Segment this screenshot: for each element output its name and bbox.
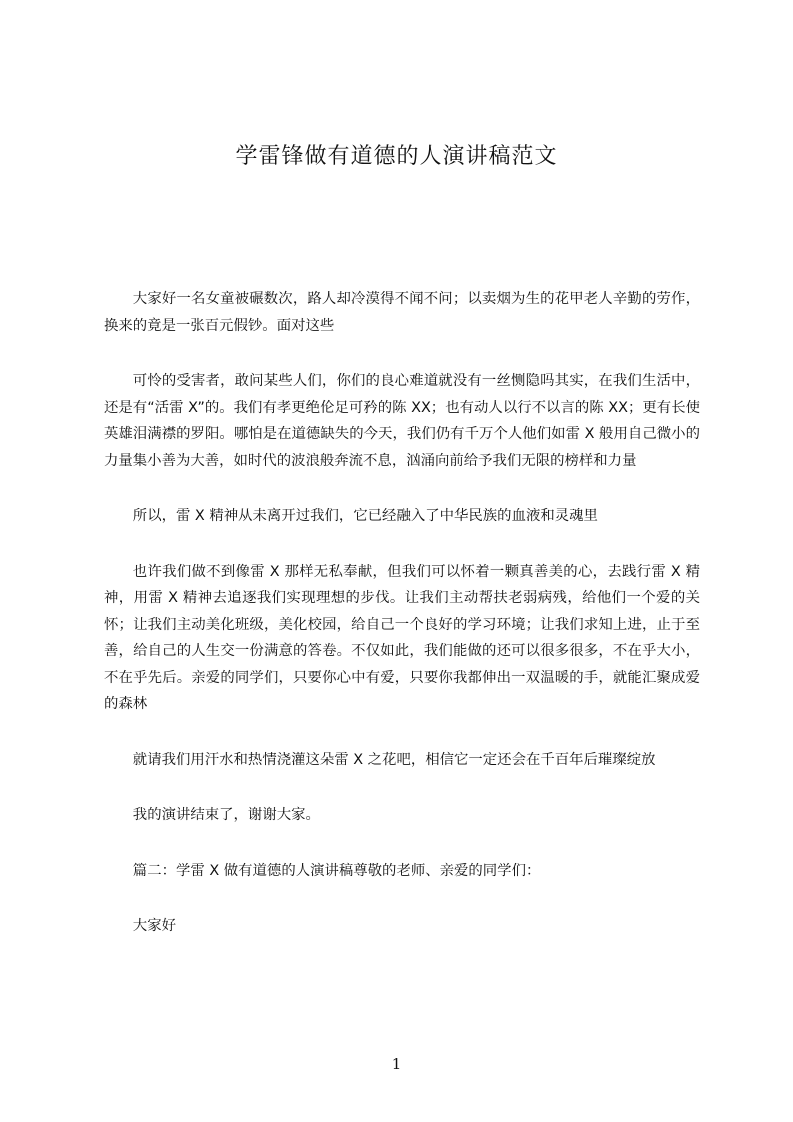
paragraph: 也许我们做不到像雷 X 那样无私奉献，但我们可以怀着一颗真善美的心，去践行雷 X 精神，用雷 X 精神去追逐我们实现理想的步伐。让我们主动帮扶老弱病残，给他们一个爱的关怀；让我们主动美化班级，美化校园，给自己一个良好的学习环境；让我们求知上进，止于至善，给自己的人生交一份满意的答卷。不仅如此，我们能做的还可以很多很多，不在乎大小，不在乎先后。亲爱的同学们，只要你心中有爱，只要你我都伸出一双温暖的手，就能汇聚成爱的森林 [104,563,700,712]
document-title: 学雷锋做有道德的人演讲稿范文 [235,144,558,169]
paragraph: 所以，雷 X 精神从未离开过我们，它已经融入了中华民族的血液和灵魂里 [132,508,598,524]
paragraph: 我的演讲结束了，谢谢大家。 [132,807,320,823]
paragraph: 可怜的受害者，敢问某些人们，你们的良心难道就没有一丝恻隐吗其实，在我们生活中，还是有“活雷 X”的。我们有孝更绝伦足可矜的陈 XX；也有动人以行不以言的陈 XX；更有长使英雄泪满襟的罗阳。哪怕是在道德缺失的今天，我们仍有千万个人他们如雷 X 般用自己微小的力量集小善为大善，如时代的波浪般奔流不息，汹涌向前给予我们无限的榜样和力量 [104,373,700,469]
page-number: 1 [391,1055,402,1073]
paragraph: 大家好一名女童被碾数次，路人却冷漠得不闻不问；以卖烟为生的花甲老人辛勤的劳作，换来的竟是一张百元假钞。面对这些 [104,291,700,334]
paragraph: 篇二：学雷 X 做有道德的人演讲稿尊敬的老师、亲爱的同学们： [132,862,541,879]
paragraph: 大家好 [132,918,176,934]
document-body [104,286,700,940]
paragraph: 就请我们用汗水和热情浇灌这朵雷 X 之花吧，相信它一定还会在千百年后璀璨绽放 [132,751,656,768]
